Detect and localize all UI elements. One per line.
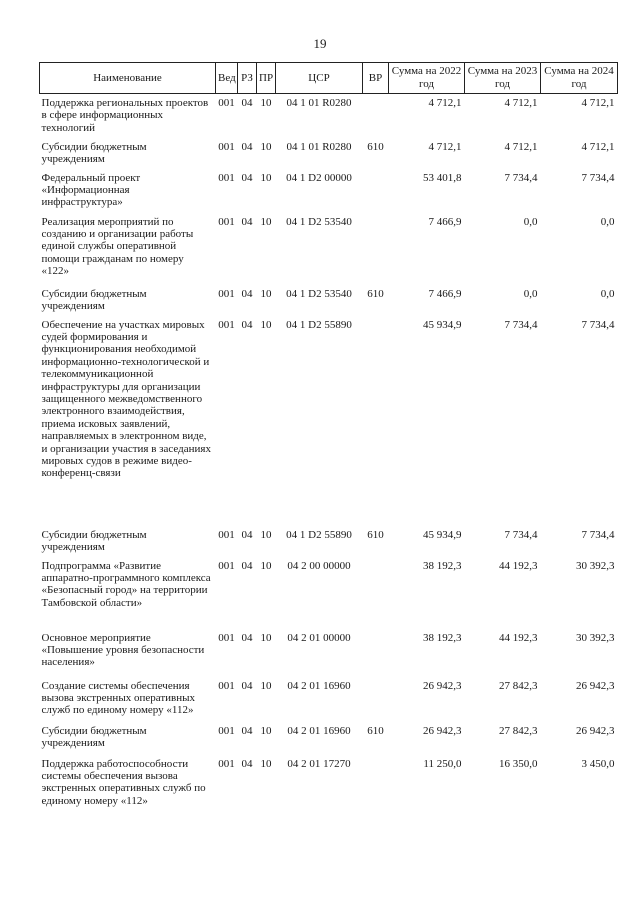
row-sum-2023: 4 712,1 [504, 140, 538, 153]
row-vr [363, 632, 389, 680]
header-sum-2024: Сумма на 2024 год [541, 63, 618, 94]
row-name: Субсидии бюджетным учреждениям [41, 287, 147, 312]
row-pr: 10 [260, 559, 272, 572]
row-sum-2022: 45 934,9 [423, 528, 462, 541]
row-vr [363, 94, 389, 141]
row-sum-2022: 7 466,9 [428, 287, 462, 300]
table-row [40, 172, 618, 216]
row-sum-2023: 0,0 [523, 287, 538, 300]
row-name: Поддержка работоспособности системы обеспечения вызова экстренных оперативных служб по единому номеру «112» [41, 757, 206, 807]
row-ved: 001 [218, 318, 235, 331]
header-csr: ЦСР [276, 63, 363, 94]
row-vr [363, 758, 389, 818]
row-csr: 04 1 D2 55890 [286, 318, 352, 331]
header-rz: РЗ [238, 63, 257, 94]
row-sum-2022: 26 942,3 [423, 679, 462, 692]
row-pr: 10 [260, 528, 272, 541]
table-row [40, 529, 618, 560]
row-ved: 001 [218, 215, 235, 228]
row-sum-2024: 30 392,3 [576, 631, 615, 644]
row-pr: 10 [260, 215, 272, 228]
row-sum-2022: 11 250,0 [423, 757, 462, 770]
row-vr: 610 [367, 528, 384, 541]
row-ved: 001 [218, 631, 235, 644]
row-sum-2023: 0,0 [523, 215, 538, 228]
budget-table [39, 62, 618, 818]
row-sum-2024: 7 734,4 [581, 528, 615, 541]
row-vr [363, 560, 389, 632]
row-pr: 10 [260, 631, 272, 644]
header-sum-2023: Сумма на 2023 год [465, 63, 541, 94]
table-row [40, 216, 618, 288]
row-name: Основное мероприятие «Повышение уровня безопасности населения» [41, 631, 205, 669]
row-sum-2023: 7 734,4 [504, 318, 538, 331]
row-ved: 001 [218, 140, 235, 153]
table-row [40, 632, 618, 680]
row-rz: 04 [241, 559, 253, 572]
row-csr: 04 1 01 R0280 [286, 140, 352, 153]
row-sum-2024: 3 450,0 [581, 757, 615, 770]
row-rz: 04 [241, 679, 253, 692]
page-number: 19 [313, 36, 327, 51]
row-sum-2024: 7 734,4 [581, 318, 615, 331]
row-rz: 04 [241, 757, 253, 770]
row-vr [363, 319, 389, 529]
row-name: Обеспечение на участках мировых судей формирования и функционирования необходимой информационно-технологической и телекоммуникационной инфраструктуры для организации защищенного межведомственного электронного взаимодействия, приема исковых заявлений, направляемых в электронном виде, и организации участия в заседаниях мировых судов в режиме видео-конференц-связи [41, 318, 211, 480]
row-csr: 04 1 D2 53540 [286, 215, 352, 228]
row-name: Создание системы обеспечения вызова экстренных оперативных служб по единому номеру «112» [41, 679, 195, 717]
row-sum-2023: 44 192,3 [499, 631, 538, 644]
row-vr: 610 [367, 140, 384, 153]
row-sum-2024: 4 712,1 [581, 97, 615, 109]
row-name: Субсидии бюджетным учреждениям [41, 140, 147, 165]
row-ved: 001 [218, 528, 235, 541]
row-csr: 04 1 01 R0280 [286, 97, 352, 109]
row-ved: 001 [218, 757, 235, 770]
row-csr: 04 1 D2 53540 [286, 287, 352, 300]
row-sum-2023: 44 192,3 [499, 559, 538, 572]
row-pr: 10 [260, 171, 272, 184]
row-vr [363, 172, 389, 216]
row-name: Поддержка региональных проектов в сфере информационных технологий [41, 97, 209, 134]
table-row [40, 94, 618, 141]
row-ved: 001 [218, 171, 235, 184]
row-vr: 610 [367, 287, 384, 300]
row-sum-2022: 4 712,1 [428, 140, 462, 153]
row-name: Субсидии бюджетным учреждениям [41, 724, 147, 749]
row-sum-2024: 0,0 [600, 287, 615, 300]
row-sum-2022: 53 401,8 [423, 171, 462, 184]
table-header-row [40, 63, 618, 94]
row-sum-2024: 4 712,1 [581, 140, 615, 153]
table-row [40, 758, 618, 818]
row-pr: 10 [260, 679, 272, 692]
row-sum-2024: 26 942,3 [576, 679, 615, 692]
row-rz: 04 [241, 318, 253, 331]
row-sum-2024: 30 392,3 [576, 559, 615, 572]
header-ved: Вед [216, 63, 238, 94]
row-pr: 10 [260, 318, 272, 331]
row-sum-2023: 27 842,3 [499, 679, 538, 692]
row-csr: 04 1 D2 00000 [286, 171, 352, 184]
row-ved: 001 [218, 724, 235, 737]
row-vr: 610 [367, 724, 384, 737]
row-sum-2023: 4 712,1 [504, 97, 538, 109]
row-rz: 04 [241, 140, 253, 153]
table-row [40, 288, 618, 319]
row-ved: 001 [218, 679, 235, 692]
row-sum-2022: 38 192,3 [423, 559, 462, 572]
row-sum-2023: 16 350,0 [499, 757, 538, 770]
table-row [40, 141, 618, 172]
row-pr: 10 [260, 757, 272, 770]
row-ved: 001 [218, 559, 235, 572]
row-ved: 001 [218, 97, 235, 109]
row-name: Субсидии бюджетным учреждениям [41, 528, 147, 553]
row-sum-2022: 4 712,1 [428, 97, 462, 109]
row-sum-2024: 0,0 [600, 215, 615, 228]
row-rz: 04 [241, 528, 253, 541]
row-sum-2022: 38 192,3 [423, 631, 462, 644]
row-rz: 04 [241, 287, 253, 300]
row-csr: 04 2 01 00000 [287, 631, 351, 644]
row-pr: 10 [260, 287, 272, 300]
row-name: Подпрограмма «Развитие аппаратно-программного комплекса «Безопасный город» на территории Тамбовской области» [41, 559, 211, 609]
row-rz: 04 [241, 215, 253, 228]
header-sum-2022: Сумма на 2022 год [389, 63, 465, 94]
row-rz: 04 [241, 171, 253, 184]
row-sum-2022: 7 466,9 [428, 215, 462, 228]
row-csr: 04 2 01 17270 [287, 757, 351, 770]
row-csr: 04 2 01 16960 [287, 679, 351, 692]
row-pr: 10 [260, 724, 272, 737]
row-name: Федеральный проект «Информационная инфраструктура» [41, 171, 141, 209]
table-row [40, 560, 618, 632]
row-sum-2023: 7 734,4 [504, 528, 538, 541]
row-sum-2023: 27 842,3 [499, 724, 538, 737]
row-pr: 10 [260, 97, 272, 109]
header-name: Наименование [40, 63, 216, 94]
row-vr [363, 680, 389, 725]
row-rz: 04 [241, 631, 253, 644]
row-pr: 10 [260, 140, 272, 153]
header-vr: ВР [363, 63, 389, 94]
table-row [40, 725, 618, 758]
row-sum-2023: 7 734,4 [504, 171, 538, 184]
row-vr [363, 216, 389, 288]
row-sum-2024: 7 734,4 [581, 171, 615, 184]
table-row [40, 319, 618, 529]
row-csr: 04 2 01 16960 [287, 724, 351, 737]
row-sum-2022: 26 942,3 [423, 724, 462, 737]
row-rz: 04 [241, 97, 253, 109]
row-ved: 001 [218, 287, 235, 300]
header-pr: ПР [257, 63, 276, 94]
row-name: Реализация мероприятий по созданию и организации работы единой службы оперативной помощи гражданам по номеру «122» [41, 215, 194, 278]
row-sum-2022: 45 934,9 [423, 318, 462, 331]
table-row [40, 680, 618, 725]
row-sum-2024: 26 942,3 [576, 724, 615, 737]
row-csr: 04 1 D2 55890 [286, 528, 352, 541]
row-rz: 04 [241, 724, 253, 737]
row-csr: 04 2 00 00000 [287, 559, 351, 572]
